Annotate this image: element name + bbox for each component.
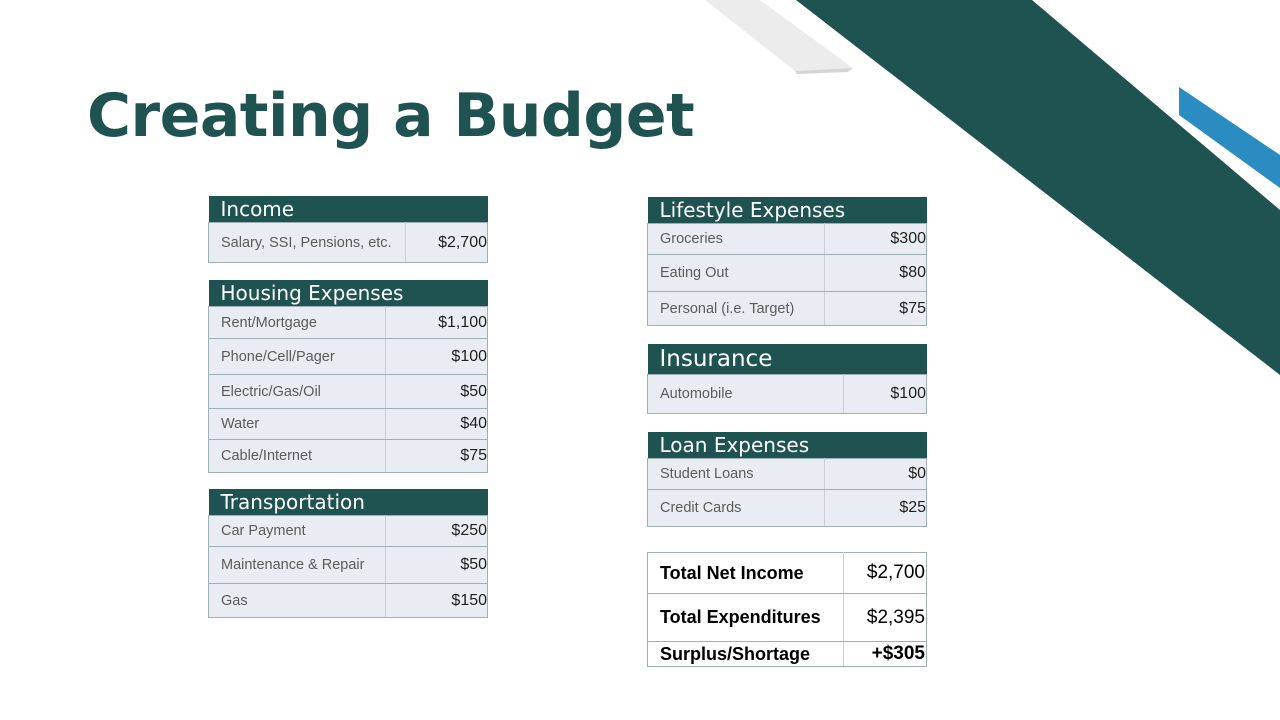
loan-table [647,432,927,527]
row-label: Automobile [648,375,844,414]
row-label: Credit Cards [648,490,825,527]
totals-table [647,552,927,667]
row-label: Electric/Gas/Oil [209,375,386,409]
row-value: $2,700 [406,223,488,263]
row-value: $75 [825,292,927,326]
table-row [648,224,927,255]
insurance-header: Insurance [648,344,927,375]
lifestyle-table [647,197,927,326]
row-label: Student Loans [648,459,825,490]
row-value: $0 [825,459,927,490]
table-row [209,223,488,263]
income-table [208,196,488,263]
row-label: Water [209,409,386,440]
row-label: Rent/Mortgage [209,307,386,339]
housing-table [208,280,488,473]
row-value: $250 [386,516,488,547]
surplus-label: Surplus/Shortage [648,642,844,667]
row-value: $150 [386,584,488,618]
row-label: Salary, SSI, Pensions, etc. [209,223,406,263]
loan-header: Loan Expenses [648,432,927,459]
row-value: $50 [386,375,488,409]
table-row [648,594,927,642]
row-label: Maintenance & Repair [209,547,386,584]
transportation-header: Transportation [209,489,488,516]
row-value: $300 [825,224,927,255]
row-value: $25 [825,490,927,527]
table-row [209,409,488,440]
row-label: Car Payment [209,516,386,547]
row-label: Groceries [648,224,825,255]
table-row [209,440,488,473]
page-title: Creating a Budget [87,81,695,151]
row-value: $1,100 [386,307,488,339]
row-label: Phone/Cell/Pager [209,339,386,375]
surplus-value: +$305 [844,642,927,667]
table-row [648,459,927,490]
row-label: Gas [209,584,386,618]
table-row [209,307,488,339]
row-value: $80 [825,255,927,292]
row-value: $100 [386,339,488,375]
table-row [648,490,927,527]
table-row [209,547,488,584]
row-value: $50 [386,547,488,584]
table-row [648,255,927,292]
expenditures-value: $2,395 [844,594,927,642]
lifestyle-header: Lifestyle Expenses [648,197,927,224]
net-income-label: Total Net Income [648,553,844,594]
row-value: $75 [386,440,488,473]
row-value: $40 [386,409,488,440]
table-row [648,642,927,667]
table-row [648,553,927,594]
row-label: Personal (i.e. Target) [648,292,825,326]
table-row [209,516,488,547]
row-value: $100 [844,375,927,414]
housing-header: Housing Expenses [209,280,488,307]
row-label: Eating Out [648,255,825,292]
table-row [209,339,488,375]
insurance-table [647,344,927,414]
income-header: Income [209,196,488,223]
table-row [209,584,488,618]
transportation-table [208,489,488,618]
expenditures-label: Total Expenditures [648,594,844,642]
table-row [209,375,488,409]
table-row [648,292,927,326]
table-row [648,375,927,414]
row-label: Cable/Internet [209,440,386,473]
net-income-value: $2,700 [844,553,927,594]
